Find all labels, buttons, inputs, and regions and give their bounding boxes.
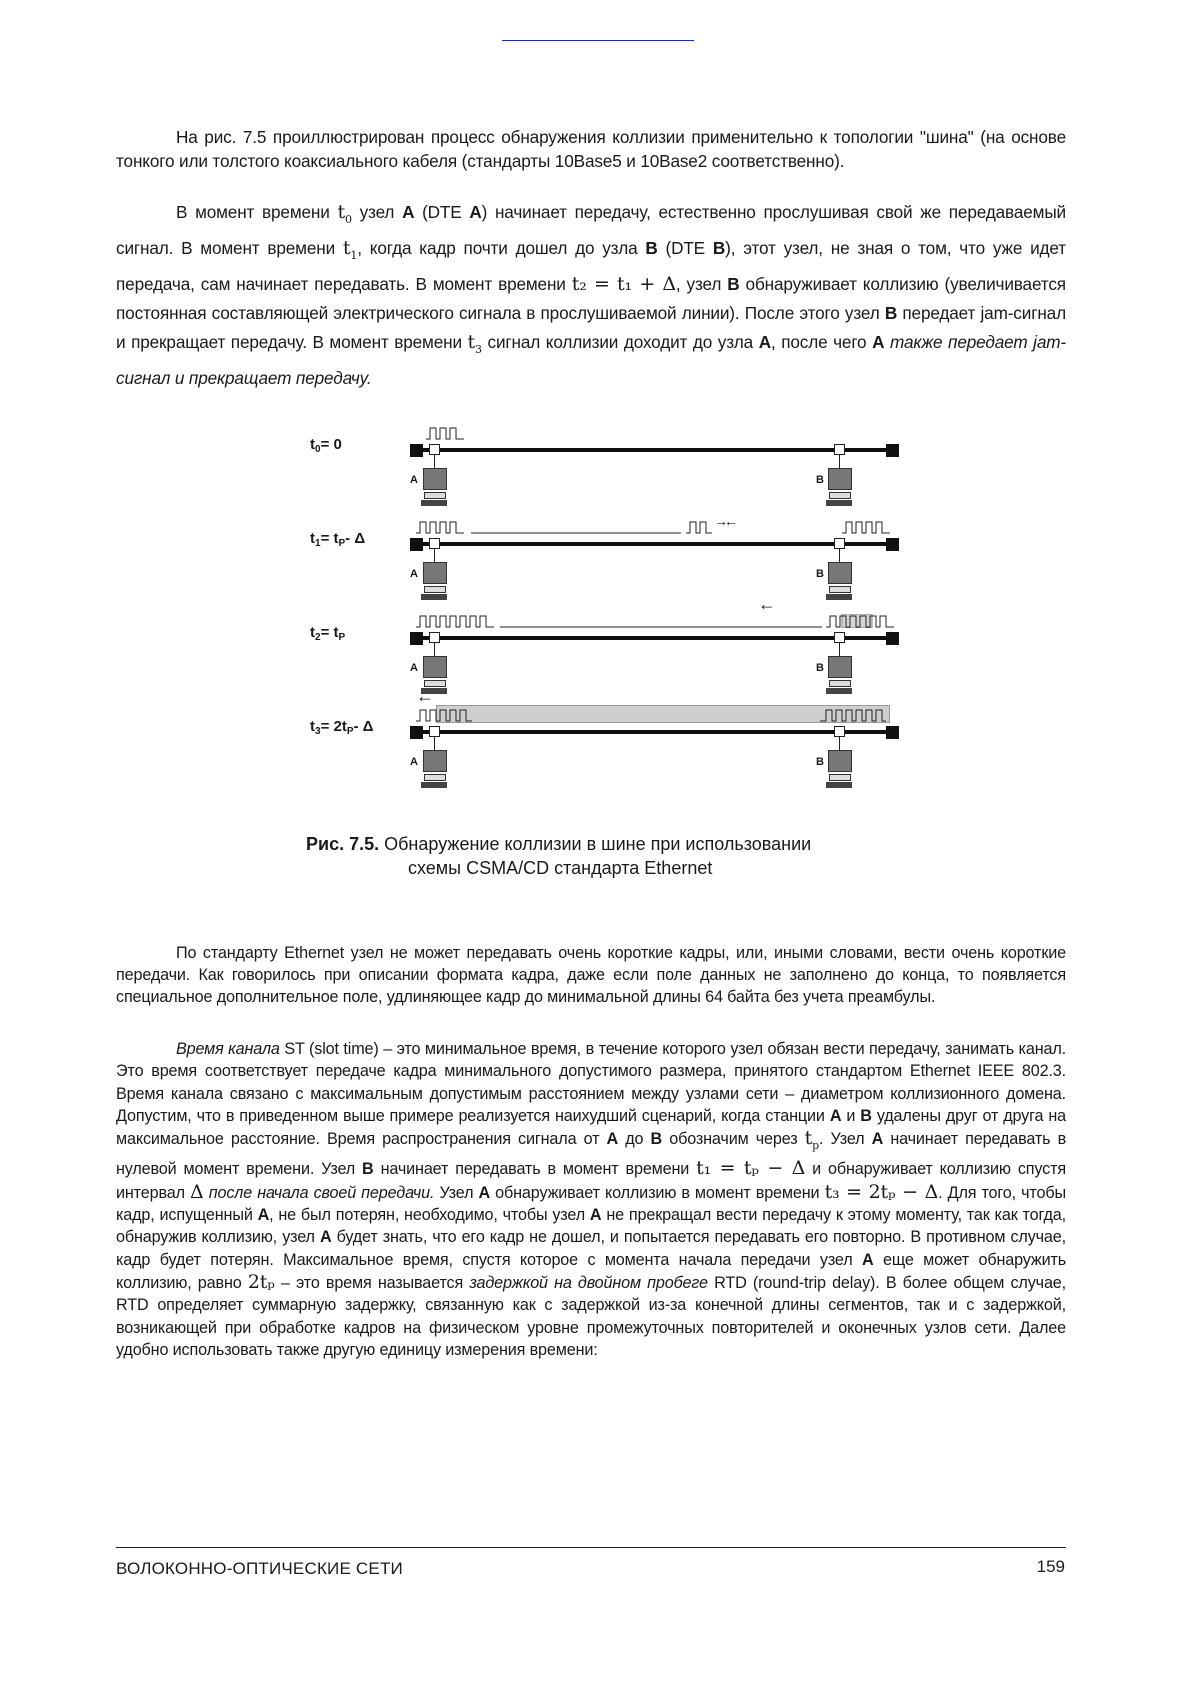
- arrow-right-icon: →: [714, 513, 728, 529]
- node-b-label: B: [816, 756, 824, 768]
- node-a-label: A: [410, 662, 418, 674]
- drop-cable-a: [434, 737, 435, 751]
- node-b-label: B: [816, 474, 824, 486]
- row-label-t1: $t_1= t_P-$ Δ: [310, 530, 366, 549]
- figure-caption: Рис. 7.5. Обнаружение коллизии в шине при использовании схемы CSMA/CD стандарта Ethernet: [306, 834, 812, 878]
- drop-cable-b: [839, 455, 840, 469]
- diagram-row-t3: [290, 686, 900, 812]
- footer-rule: [116, 1547, 1066, 1548]
- computer-b-icon: [826, 562, 852, 604]
- drop-cable-a: [434, 643, 435, 657]
- drop-cable-b: [839, 643, 840, 657]
- tap-b: [834, 632, 845, 643]
- figure-csma-cd-diagram: [290, 436, 900, 820]
- arrow-left-icon: ←: [758, 594, 776, 614]
- node-a-label: A: [410, 474, 418, 486]
- terminator-left: [410, 726, 423, 739]
- computer-a-icon: [421, 562, 447, 604]
- computer-a-icon: [421, 468, 447, 510]
- computer-b-icon: [826, 656, 852, 698]
- terminator-left: [410, 632, 423, 645]
- bus-cable: [418, 636, 888, 640]
- terminator-left: [410, 444, 423, 457]
- diagram-row-t1: [290, 513, 900, 624]
- row-label-t3: $t_3= 2t_P-$ Δ: [310, 718, 374, 737]
- drop-cable-b: [839, 737, 840, 751]
- tap-a: [429, 726, 440, 737]
- arrow-left-icon: ←: [724, 513, 738, 529]
- tap-b: [834, 444, 845, 455]
- terminator-right: [886, 444, 899, 457]
- signal-a: [416, 520, 896, 534]
- signal-collision: [416, 708, 896, 722]
- terminator-right: [886, 726, 899, 739]
- tap-a: [429, 444, 440, 455]
- paragraph-intro: На рис. 7.5 проиллюстрирован процесс обнаружения коллизии применительно к топологии "шина" (на основе тонкого или толстого коаксиального кабеля (стандарты 10Base5 и 10Base2 соответственно).: [116, 127, 1066, 171]
- drop-cable-a: [434, 549, 435, 563]
- paragraph-collision-timeline: В момент времени $t_0$ узел A (DTE A) начинает передачу, естественно прослушивая свой же передаваемый сигнал. В момент времени $t_1$, когда кадр почти дошел до узла B (DTE B), этот узел, не зная о том, что уже идет передача, сам начинает передавать. В момент времени t₂ = t₁ + Δ, узел B обнаруживает коллизию (увеличивается постоянная составляющей электрического сигнала в прослушиваемой линии). После этого узел B передает jam-сигнал и прекращает передачу. В момент времени $t_3$ сигнал коллизии доходит до узла A, после чего A также передает jam-сигнал и прекращает передачу.: [116, 201, 1066, 388]
- computer-b-icon: [826, 468, 852, 510]
- computer-b-icon: [826, 750, 852, 792]
- arrow-left-icon: ←: [416, 686, 434, 706]
- signal-a: [416, 614, 896, 628]
- paragraph-slot-time: Время канала ST (slot time) – это минимальное время, в течение которого узел обязан вести передачу, занимать канал. Это время соответствует передаче кадра минимального допустимого размера, принятого стандартом Ethernet IEEE 802.3. Время канала связано с максимальным допустимым расстоянием между узлами сети – диаметром коллизионного домена. Допустим, что в приведенном выше примере реализуется наихудший сценарий, когда станции A и B удалены друг от друга на максимальное расстояние. Время распространения сигнала от A до B обозначим через $t_p$. Узел A начинает передавать в нулевой момент времени. Узел B начинает передавать в момент времени t₁ = tₚ − Δ и обнаруживает коллизию спустя интервал Δ после начала своей передачи. Узел A обнаруживает коллизию в момент времени t₃ = 2tₚ − Δ. Для того, чтобы кадр, испущенный A, не был потерян, необходимо, чтобы узел A не прекращал вести передачу к этому моменту, так как тогда, обнаружив коллизию, узел A будет знать, что его кадр не дошел, и попытается передавать его повторно. В противном случае, кадр будет потерян. Максимальное время, спустя которое с момента начала передачи узел A еще может обнаружить коллизию, равно 2tₚ – это время называется задержкой на двойном пробеге RTD (round-trip delay). В более общем случае, RTD определяет суммарную задержку, связанную как с задержкой из-за конечной длины сегментов, так и с задержкой, возникающей при обработке кадров на физическом уровне промежуточных повторителей и оконечных узлов сети. Далее удобно использовать также другую единицу измерения времени:: [116, 1040, 1067, 1359]
- node-a-label: A: [410, 568, 418, 580]
- tap-a: [429, 632, 440, 643]
- bus-cable: [418, 448, 888, 452]
- row-label-t2: $t_2= t_P$: [310, 624, 346, 643]
- running-footer-title: ВОЛОКОННО-ОПТИЧЕСКИЕ СЕТИ: [116, 1559, 403, 1578]
- node-a-label: A: [410, 756, 418, 768]
- paragraph-min-frame: По стандарту Ethernet узел не может передавать очень короткие кадры, или, иными словами, вести очень короткие передачи. Как говорилось при описании формата кадра, даже если поле данных не заполнено до конца, то появляется специальное дополнительное поле, удлиняющее кадр до минимальной длины 64 байта без учета преамбулы.: [116, 944, 1066, 1006]
- page-number: 159: [1036, 1557, 1065, 1576]
- terminator-right: [886, 632, 899, 645]
- computer-a-icon: [421, 750, 447, 792]
- tap-b: [834, 726, 845, 737]
- bus-cable: [418, 542, 888, 546]
- node-b-label: B: [816, 568, 824, 580]
- diagram-row-t0: [290, 436, 900, 530]
- signal-a: [426, 426, 466, 440]
- node-b-label: B: [816, 662, 824, 674]
- tap-a: [429, 538, 440, 549]
- tap-b: [834, 538, 845, 549]
- top-link-rule: [502, 40, 694, 41]
- drop-cable-b: [839, 549, 840, 563]
- terminator-right: [886, 538, 899, 551]
- drop-cable-a: [434, 455, 435, 469]
- row-label-t0: $t_0= 0$: [310, 436, 342, 455]
- bus-cable: [418, 730, 888, 734]
- terminator-left: [410, 538, 423, 551]
